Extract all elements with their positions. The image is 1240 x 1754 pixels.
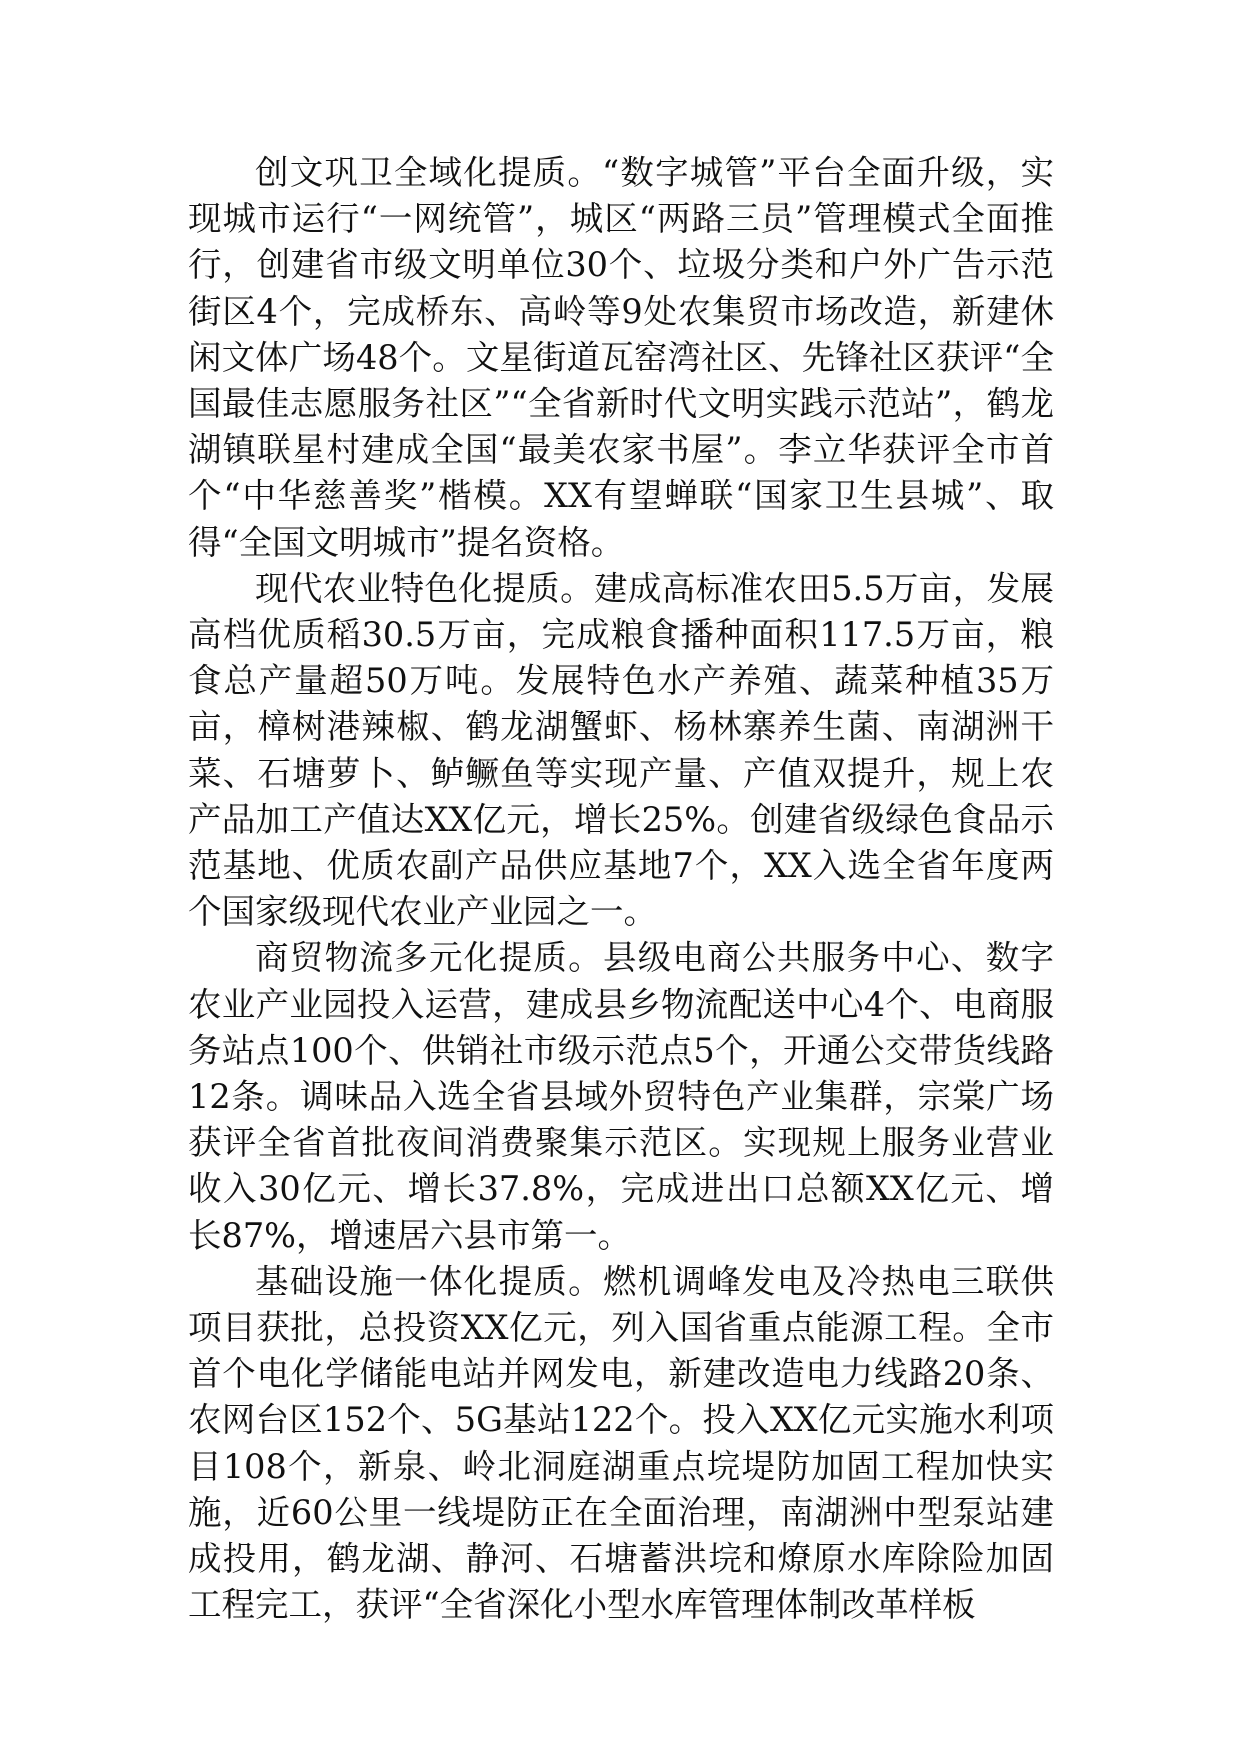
paragraph-commerce-logistics: 商贸物流多元化提质。县级电商公共服务中心、数字农业产业园投入运营，建成县乡物流配送中心4个、电商服务站点100个、供销社市级示范点5个，开通公交带货线路12条。调味品入选全省县域外贸特色产业集群，宗棠广场获评全省首批夜间消费聚集示范区。实现规上服务业营业收入30亿元、增长37.8%，完成进出口总额XX亿元、增长87%，增速居六县市第一。 (188, 938, 1054, 1255)
paragraph-infrastructure: 基础设施一体化提质。燃机调峰发电及冷热电三联供项目获批，总投资XX亿元，列入国省重点能源工程。全市首个电化学储能电站并网发电，新建改造电力线路20条、农网台区152个、5G基站122个。投入XX亿元实施水利项目108个，新泉、岭北洞庭湖重点垸堤防加固工程加快实施，近60公里一线堤防正在全面治理，南湖洲中型泵站建成投用，鹤龙湖、静河、石塘蓄洪垸和燎原水库除险加固工程完工，获评“全省深化小型水库管理体制改革样板 (188, 1261, 1054, 1625)
paragraph-civilization: 创文巩卫全域化提质。“数字城管”平台全面升级，实现城市运行“一网统管”，城区“两路三员”管理模式全面推行，创建省市级文明单位30个、垃圾分类和户外广告示范街区4个，完成桥东、高岭等9处农集贸市场改造，新建休闲文体广场48个。文星街道瓦窑湾社区、先锋社区获评“全国最佳志愿服务社区”“全省新时代文明实践示范站”，鹤龙湖镇联星村建成全国“最美农家书屋”。李立华获评全市首个“中华慈善奖”楷模。XX有望蝉联“国家卫生县城”、取得“全国文明城市”提名资格。 (188, 153, 1054, 562)
paragraph-agriculture: 现代农业特色化提质。建成高标准农田5.5万亩，发展高档优质稻30.5万亩，完成粮食播种面积117.5万亩，粮食总产量超50万吨。发展特色水产养殖、蔬菜种植35万亩，樟树港辣椒、鹤龙湖蟹虾、杨林寨养生菌、南湖洲干菜、石塘萝卜、鲈鳜鱼等实现产量、产值双提升，规上农产品加工产值达XX亿元，增长25%。创建省级绿色食品示范基地、优质农副产品供应基地7个，XX入选全省年度两个国家级现代农业产业园之一。 (188, 568, 1054, 932)
document-body (188, 150, 1054, 1629)
